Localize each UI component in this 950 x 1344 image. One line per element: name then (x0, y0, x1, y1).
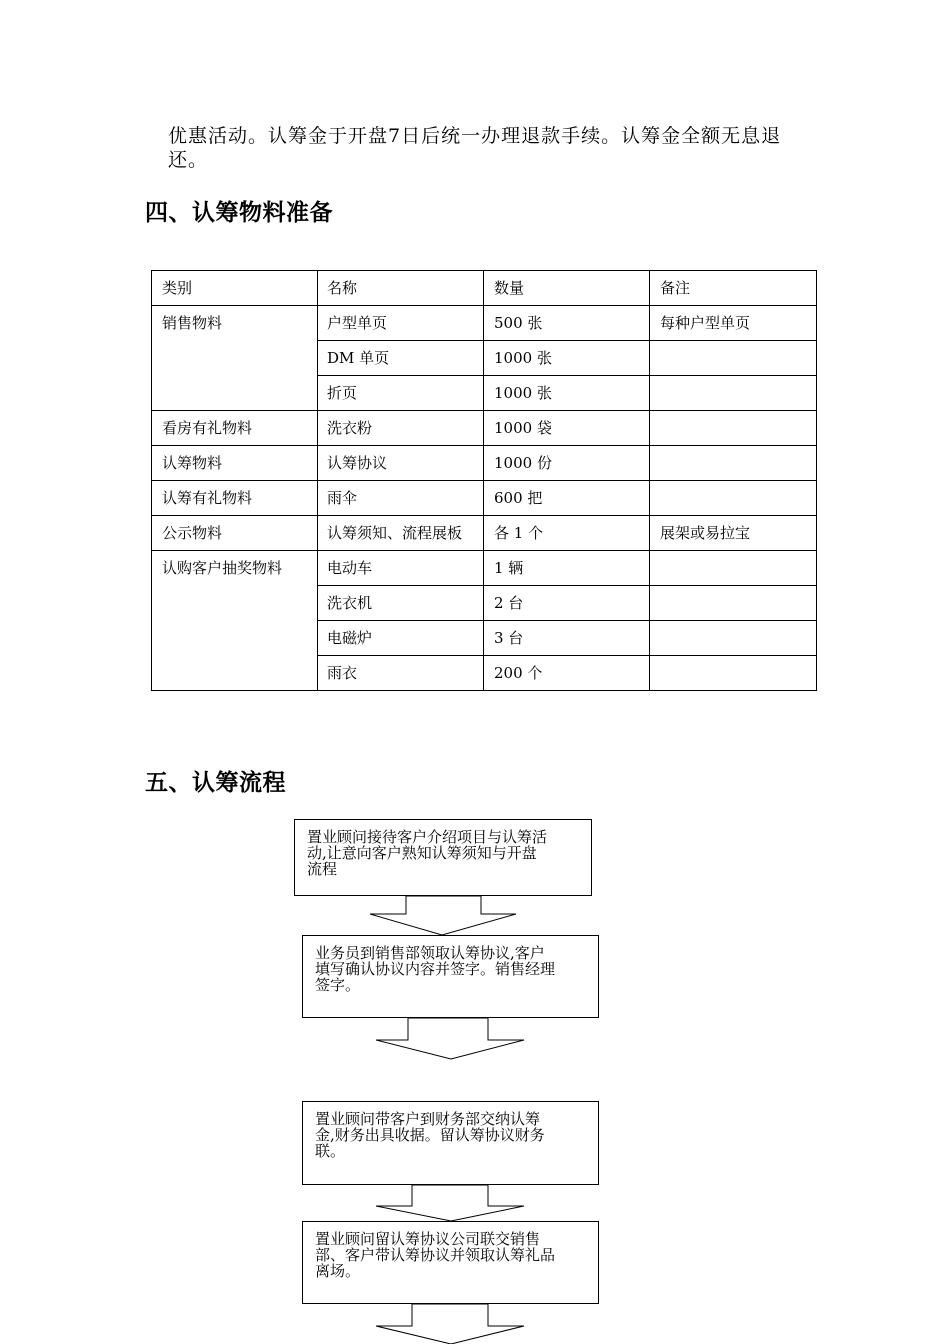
cell-name: DM 单页 (318, 341, 484, 376)
header-note: 备注 (650, 271, 817, 306)
cell-name: 洗衣机 (318, 586, 484, 621)
header-name: 名称 (318, 271, 484, 306)
cell-category: 认购客户抽奖物料 (152, 551, 318, 691)
cell-category: 认筹物料 (152, 446, 318, 481)
cell-name: 电磁炉 (318, 621, 484, 656)
cell-quantity: 200 个 (484, 656, 650, 691)
cell-name: 雨衣 (318, 656, 484, 691)
flow-step-1-line-2: 动,让意向客户熟知认筹须知与开盘 (307, 844, 537, 862)
flow-arrow-2 (376, 1018, 524, 1059)
cell-quantity: 1000 份 (484, 446, 650, 481)
cell-name: 认筹须知、流程展板 (318, 516, 484, 551)
flow-arrow-3 (376, 1185, 524, 1221)
cell-quantity: 2 台 (484, 586, 650, 621)
cell-quantity: 1000 袋 (484, 411, 650, 446)
flow-arrow-1 (370, 896, 516, 935)
cell-quantity: 600 把 (484, 481, 650, 516)
flow-step-1-line-3: 流程 (307, 860, 338, 878)
cell-quantity: 1 辆 (484, 551, 650, 586)
cell-name: 户型单页 (318, 306, 484, 341)
flow-step-3-line-2: 金,财务出具收据。留认筹协议财务 (315, 1126, 545, 1144)
flow-step-4-line-3: 离场。 (315, 1262, 361, 1280)
cell-category: 公示物料 (152, 516, 318, 551)
header-quantity: 数量 (484, 271, 650, 306)
cell-name: 洗衣粉 (318, 411, 484, 446)
cell-name: 雨伞 (318, 481, 484, 516)
section-5-title: 五、认筹流程 (145, 770, 286, 796)
flow-step-1-line-1: 置业顾问接待客户介绍项目与认筹活 (307, 828, 548, 846)
flow-step-2-line-2: 填写确认协议内容并签字。销售经理 (315, 960, 556, 978)
flow-step-1 (294, 819, 592, 896)
cell-category: 销售物料 (152, 306, 318, 411)
flow-step-4 (302, 1221, 599, 1304)
cell-quantity: 1000 张 (484, 376, 650, 411)
cell-category: 看房有礼物料 (152, 411, 318, 446)
cell-category: 认筹有礼物料 (152, 481, 318, 516)
flow-step-4-line-1: 置业顾问留认筹协议公司联交销售 (315, 1230, 541, 1248)
cell-quantity: 500 张 (484, 306, 650, 341)
cell-quantity: 1000 张 (484, 341, 650, 376)
flow-step-3 (302, 1101, 599, 1185)
flow-step-3-line-3: 联。 (315, 1142, 346, 1160)
cell-quantity: 各 1 个 (484, 516, 650, 551)
cell-note: 每种户型单页 (650, 306, 817, 341)
flow-step-2 (302, 935, 599, 1018)
section-4-title: 四、认筹物料准备 (145, 200, 333, 226)
cell-name: 折页 (318, 376, 484, 411)
flow-arrow-4 (376, 1304, 524, 1344)
header-category: 类别 (152, 271, 318, 306)
intro-paragraph: 优惠活动。认筹金于开盘7日后统一办理退款手续。认筹金全额无息退还。 (168, 125, 782, 171)
cell-name: 认筹协议 (318, 446, 484, 481)
cell-name: 电动车 (318, 551, 484, 586)
flow-step-4-line-2: 部、客户带认筹协议并领取认筹礼品 (315, 1246, 556, 1264)
flow-step-2-line-3: 签字。 (315, 976, 361, 994)
flow-step-2-line-1: 业务员到销售部领取认筹协议,客户 (315, 944, 545, 962)
flow-step-3-line-1: 置业顾问带客户到财务部交纳认筹 (315, 1110, 541, 1128)
cell-quantity: 3 台 (484, 621, 650, 656)
cell-note: 展架或易拉宝 (650, 516, 817, 551)
